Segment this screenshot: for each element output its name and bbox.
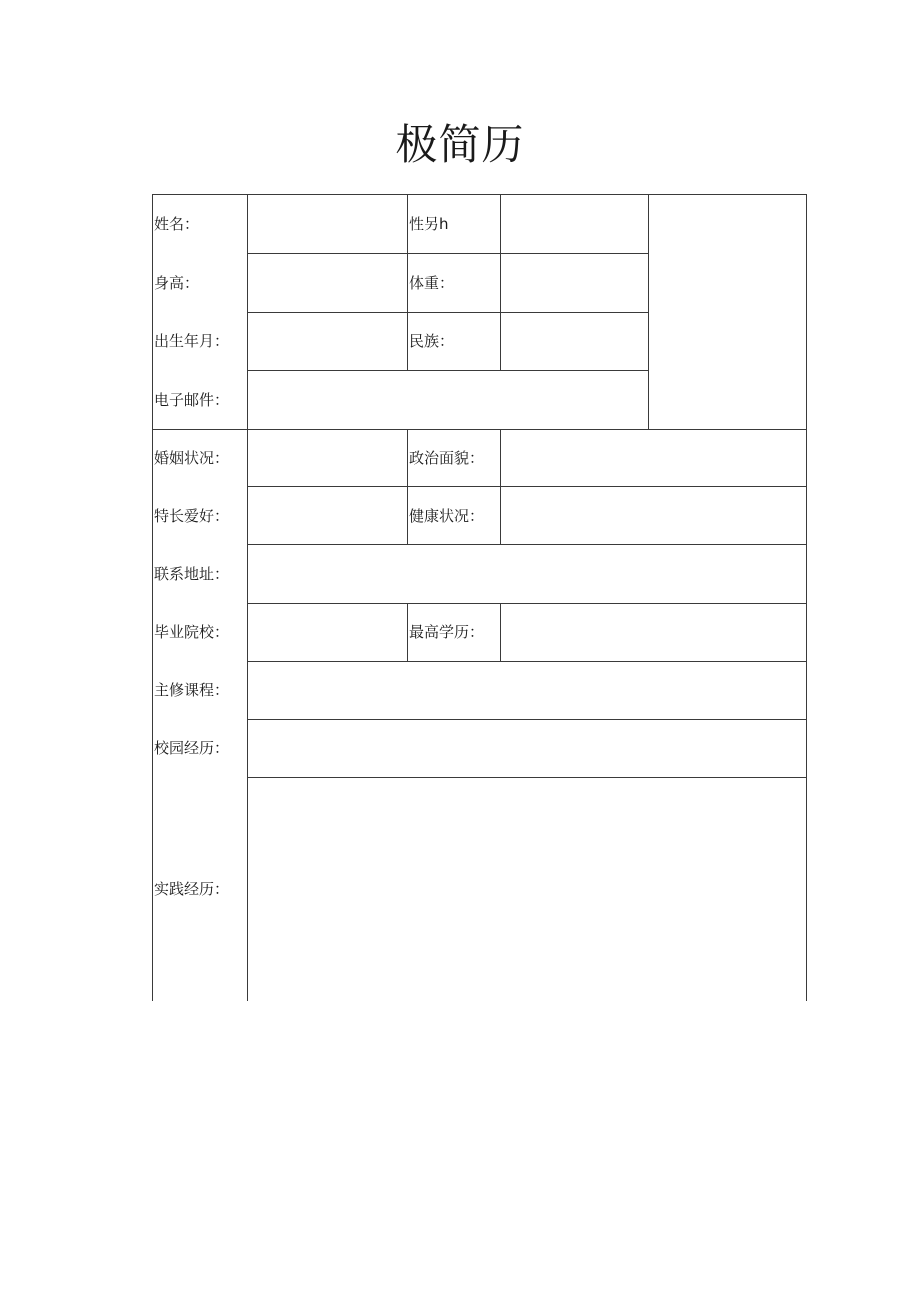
marital-status-field[interactable] xyxy=(248,430,407,486)
name-field[interactable] xyxy=(248,195,407,253)
address-label: 联系地址： xyxy=(154,565,230,583)
photo-area[interactable] xyxy=(649,195,806,429)
birth-date-label: 出生年月： xyxy=(154,332,230,350)
name-label: 姓名： xyxy=(154,215,200,233)
weight-field[interactable] xyxy=(501,254,648,312)
hobbies-label: 特长爱好： xyxy=(154,507,230,525)
practice-experience-field[interactable] xyxy=(248,778,806,1001)
hobbies-field[interactable] xyxy=(248,487,407,544)
resume-form xyxy=(152,194,807,1001)
height-field[interactable] xyxy=(248,254,407,312)
email-field[interactable] xyxy=(248,371,648,429)
divider xyxy=(407,429,408,545)
education-label: 最高学历： xyxy=(409,623,485,641)
gender-field[interactable] xyxy=(501,195,648,253)
political-status-label: 政治面貌： xyxy=(409,449,485,467)
courses-field[interactable] xyxy=(248,662,806,719)
weight-label: 体重： xyxy=(409,274,455,292)
campus-experience-label: 校园经历： xyxy=(154,739,230,757)
health-field[interactable] xyxy=(501,487,806,544)
courses-label: 主修课程： xyxy=(154,681,230,699)
birth-date-field[interactable] xyxy=(248,313,407,370)
education-field[interactable] xyxy=(501,604,806,661)
marital-status-label: 婚姻状况： xyxy=(154,449,230,467)
email-label: 电子邮件： xyxy=(154,391,230,409)
political-status-field[interactable] xyxy=(501,430,806,486)
campus-experience-field[interactable] xyxy=(248,720,806,777)
height-label: 身高： xyxy=(154,274,200,292)
divider xyxy=(407,603,408,661)
practice-experience-label: 实践经历： xyxy=(154,880,230,898)
school-field[interactable] xyxy=(248,604,407,661)
gender-label: 性另h xyxy=(409,215,449,233)
divider xyxy=(407,194,408,370)
school-label: 毕业院校： xyxy=(154,623,230,641)
health-label: 健康状况： xyxy=(409,507,485,525)
divider xyxy=(152,194,153,1001)
address-field[interactable] xyxy=(248,545,806,603)
ethnicity-label: 民族： xyxy=(409,332,455,350)
page-title: 极简历 xyxy=(395,120,525,169)
divider xyxy=(806,194,807,1001)
ethnicity-field[interactable] xyxy=(501,313,648,370)
